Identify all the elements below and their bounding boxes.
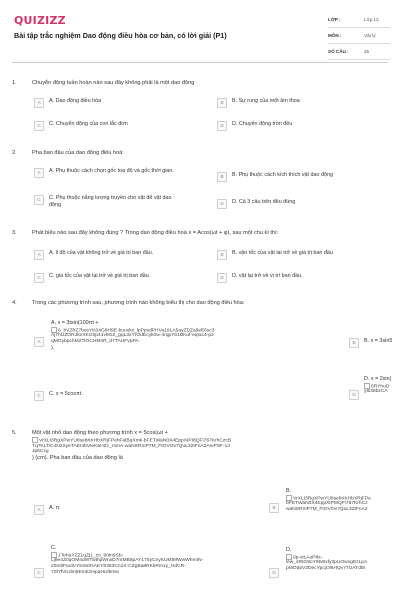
option-letter: D [217,121,227,131]
header-divider [12,62,388,63]
option-letter: A [34,168,44,178]
info-row-class [328,14,390,28]
image-alt-text: 6_hVZfrZ7besYK04G8H9E-buuxkz_lpPpvdPHVa19LA5ayZDZa9vE6sc3Aj7hUZORJkeXKGhp41v9GZ_gqL3xYrOdEcyk0w-4rqpYb1BKuf-eqloL4-p2qMGybpchM2TlOCHMnR_d7TAUFvpPA [51,327,215,344]
option-text: D. [286,547,292,553]
broken-image-icon [51,327,57,333]
image-alt-text: Lj9e4Z0qOM4dWTwthpWnxD7mMB8pAY175yCnyKUMtMWwWhmtN- [51,558,204,564]
option-letter: C [34,391,44,401]
info-panel [328,14,390,62]
question-number: 4. [12,300,17,306]
option-letter: B [217,172,227,182]
question-number: 3. [12,230,17,236]
image-alt-text: y6i38bzCA [364,389,388,395]
option-d[interactable] [349,390,364,400]
option-b[interactable] [217,250,372,260]
option-text: C. Phụ thuộc năng lượng truyền cho vật để vật dao động [49,195,172,208]
question-text: Pha ban đầu của dao động điều hoà: [32,150,124,156]
info-row-subject [328,30,390,44]
question-text [32,430,232,462]
option-b[interactable] [269,503,284,513]
image-alt-text: 20mtlFexSrY53v0GAKYb363Cn1X-CZgBa8RKkRm1y_HdCR- [51,563,186,569]
option-b[interactable] [349,338,392,348]
option-text: C. gia tốc của vật lại trở về giá trị ban đầu. [49,273,151,279]
option-letter: B [217,98,227,108]
option-d-content [364,376,400,395]
option-letter: D [217,273,227,283]
option-c[interactable] [34,195,184,208]
broken-image-icon [51,552,57,558]
option-letter: D [349,390,359,400]
quizizz-logo: QUIZIZZ [14,14,66,27]
option-letter: B [269,503,279,513]
image-alt-text: 0p-wLAoP8x- [293,554,323,560]
option-letter: A [34,337,44,347]
option-text-end: ). [51,344,55,351]
option-letter: D [217,199,227,209]
option-a[interactable] [34,337,49,347]
option-a[interactable] [34,505,184,515]
option-a[interactable] [34,168,184,178]
info-row-count [328,46,390,60]
question-text-line: ) (cm). Pha ban đầu của dao động là [32,455,123,462]
option-a[interactable] [34,250,189,260]
option-b[interactable] [217,172,372,182]
image-alt-text: 6RYhoD [371,383,390,389]
option-text: A. li độ của vật không trở về giá trị ban đầu. [49,250,154,256]
option-d[interactable] [217,199,367,209]
option-text: A. x = 3tsin(100πt + [51,320,99,326]
option-letter: C [34,195,44,205]
image-alt-text: pMOdpV2DecYpcjOl6HQv77UATdt8 [286,565,365,571]
broken-image-icon [286,495,292,501]
option-text: B. [286,488,292,494]
question-number: 2. [12,150,17,156]
option-letter: C [34,121,44,131]
option-c[interactable] [34,273,189,283]
image-alt-text: 7Sl7fVlcdm5Emk2mpqHUl5mw [51,569,119,575]
option-text: D. x = 2sin( [364,376,392,382]
question-number: 1. [12,80,17,86]
info-label: MÔN : [328,33,342,38]
option-letter: D [269,568,279,578]
info-value: Vật lý [364,33,376,38]
option-c[interactable] [34,391,184,401]
option-d-content [286,547,400,572]
option-text: A. π. [49,505,61,511]
option-text: C. Chuyển động của con lắc đơn [49,121,128,127]
option-text: D. Chuyển động tròn đều [232,121,293,127]
option-text: D. Cả 3 câu trên đều đúng [232,199,296,205]
option-a[interactable] [34,98,184,108]
question-text: Chuyển động tuần hoàn nào sau đây không phải là một dao động [32,80,195,86]
option-a-content [51,320,216,351]
option-letter: C [34,273,44,283]
info-label: SỐ CÂU : [328,49,349,54]
option-text: B. Sự rung của một âm thoa [232,98,300,104]
option-text: A. Dao động điều hòa [49,98,102,104]
option-d[interactable] [269,568,284,578]
option-c[interactable] [34,121,184,131]
option-text: B. Phụ thuộc cách kích thích vật dao động [232,172,333,178]
option-letter: A [34,505,44,515]
broken-image-icon [364,383,370,389]
option-text: D. vật lại trở về vị trí ban đầu. [232,273,303,279]
page-title: Bài tập trắc nghiệm Dao động điều hòa cơ bản, có lời giải (P1) [14,31,227,40]
option-text: B. vận tốc của vật lại trở về giá trị ban đầu [232,250,333,256]
option-d[interactable] [217,121,367,131]
option-text: C. x = 5cosπt. [49,391,83,397]
image-alt-text: bFETWaN0X4EppXtPI8QFi767KrhCz [286,501,368,507]
image-alt-text: waNSRmP7M_FtOVOx7QuL32tFnA2 [286,506,368,512]
broken-image-alt [32,437,232,455]
option-text: A. Phụ thuộc cách chọn gốc toạ độ và gốc thời gian. [49,168,174,174]
option-c-content [51,545,246,575]
option-letter: A [34,250,44,260]
option-letter: B [217,250,227,260]
info-value: 25 [364,49,370,54]
broken-image-alt [51,327,216,345]
option-c[interactable] [34,568,49,578]
question-text-line: Một vật nhỏ dao động theo phương trình x = 5cos(ωt + [32,430,168,436]
option-letter: A [34,98,44,108]
option-b-content [286,488,400,513]
option-letter: B [349,338,359,348]
info-value: Lớp 12 [364,17,379,22]
info-label: LỚP : [328,17,341,22]
option-d[interactable] [217,273,372,283]
option-text: B. x = 3sin5 [364,338,392,344]
option-b[interactable] [217,98,367,108]
image-alt-text: VrXLt3RgXPwYU8se8rIKHbXRjFPehFalBqXmk-bFETWaN0X4EppXtPI8QFi767KrhCzcBTq7KLTiC4N2XyeTAEI4bVteK6HZc_rsmA-waNSRmP7M_FtOVOx7QuL32tFnA2AniPSF-14Jp6Cxg [32,438,232,455]
question-number: 5. [12,430,17,436]
broken-image-icon [286,554,292,560]
image-alt-text: lew_sRtG8oY8tv8xfy3pUOwxgEzLpA [286,560,368,566]
option-text: C. [51,545,57,551]
broken-image-icon [32,437,38,443]
question-text: Phát biểu nào sau đây không đúng ? Trong dao động điều hoà x = Acos(ωt + φ), sau một chu kì thì: [32,230,279,236]
option-letter: C [34,568,44,578]
image-alt-text: VrXLt3RgXPwYU8se8rIKHbXRjFPe [293,495,371,501]
image-alt-text: 1TehaYZZ1qZj1_zo_90tn9Sb- [58,552,124,558]
question-text: Trong các phương trình sau, phương trình nào không biểu thị cho dao động điều hòa: [32,300,245,306]
